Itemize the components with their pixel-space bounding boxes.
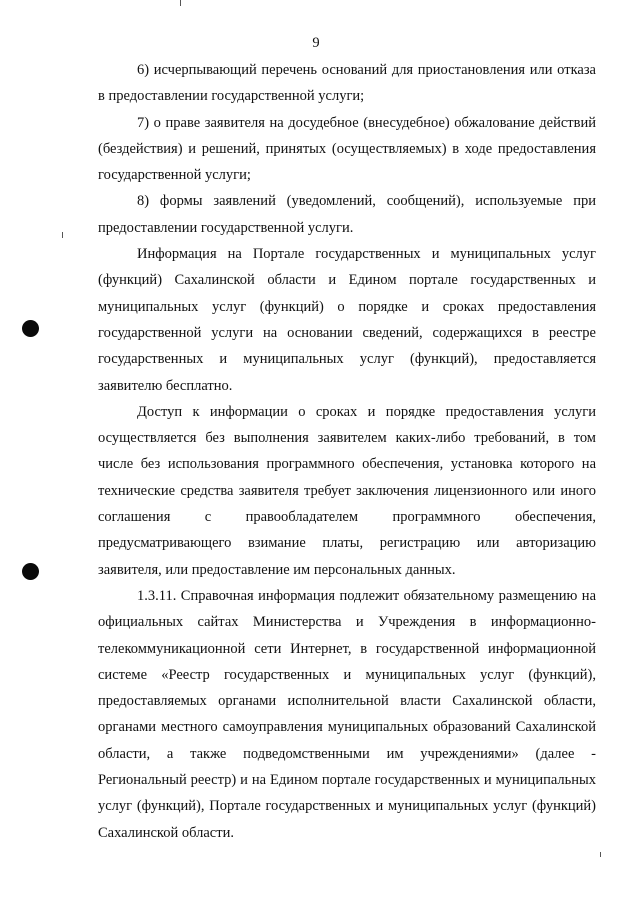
paragraph: 6) исчерпывающий перечень оснований для приостановления или отказа в предоставлении государственной услуги; <box>98 62 596 105</box>
scan-speck <box>62 232 63 238</box>
paragraph: 1.3.11. Справочная информация подлежит обязательному размещению на официальных сайтах Министерства и Учреждения в информационно-телекоммуникационной сети Интернет, в государственной информационной системе «Реестр государственных и муниципальных услуг (функций), предоставляемых органами исполнительной власти Сахалинской области, органами местного самоуправления муниципальных образований Сахалинской области, а также подведомственными им учреждениями» (далее - Региональный реестр) и на Едином портале государственных и муниципальных услуг (функций), Портале государственных и муниципальных услуг (функций) Сахалинской области. <box>98 587 596 841</box>
document-body <box>98 57 596 846</box>
paragraph: Доступ к информации о сроках и порядке предоставления услуги осуществляется без выполнения заявителем каких-либо требований, в том числе без использования программного обеспечения, установка которого на технические средства заявителя требует заключения лицензионного или иного соглашения с правообладателем программного обеспечения, предусматривающего взимание платы, регистрацию или авторизацию заявителя, или предоставление им персональных данных. <box>98 403 596 578</box>
page-number: 9 <box>312 35 320 51</box>
scan-speck <box>180 0 181 6</box>
paragraph: 7) о праве заявителя на досудебное (внесудебное) обжалование действий (бездействия) и решений, принятых (осуществляемых) в ходе предоставления государственной услуги; <box>98 114 596 184</box>
punch-hole <box>22 320 39 337</box>
scan-speck <box>600 852 601 857</box>
paragraph: 8) формы заявлений (уведомлений, сообщений), используемые при предоставлении государственной услуги. <box>98 193 596 236</box>
punch-hole <box>22 563 39 580</box>
paragraph: Информация на Портале государственных и муниципальных услуг (функций) Сахалинской области и Едином портале государственных и муниципальных услуг (функций) о порядке и сроках предоставления государственной услуги на основании сведений, содержащихся в реестре государственных и муниципальных услуг (функций), предоставляется заявителю бесплатно. <box>98 246 596 394</box>
